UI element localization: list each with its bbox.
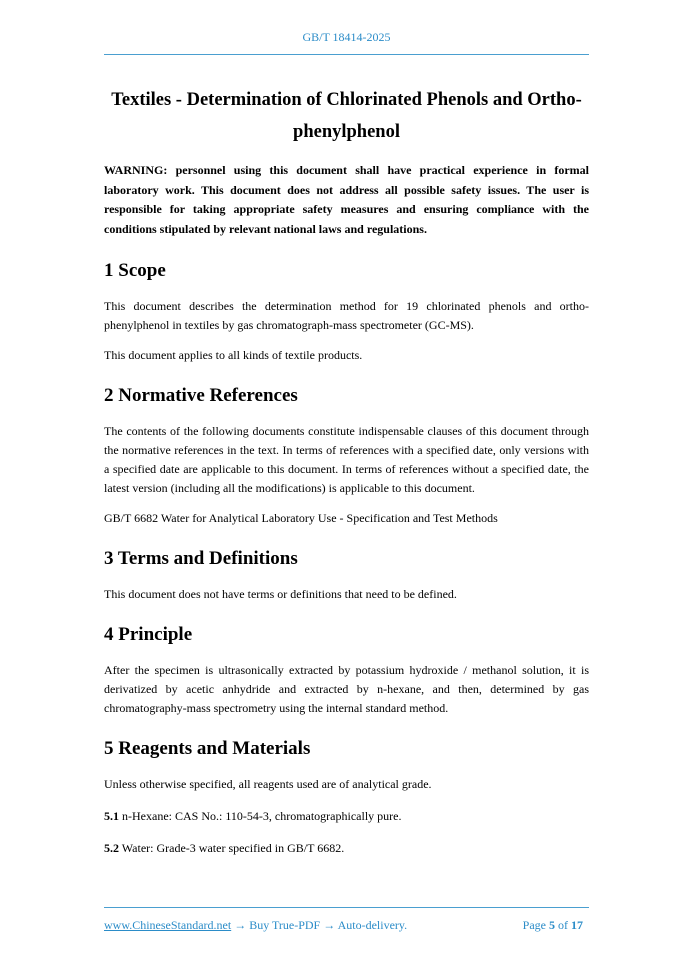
page-number: 5: [549, 918, 555, 932]
section-4-heading: 4 Principle: [104, 624, 193, 645]
section-3-paragraph-1: This document does not have terms or definitions that need to be defined.: [104, 587, 457, 601]
clause-5-2-number: 5.2: [104, 841, 119, 855]
arrow-right-icon: →: [323, 918, 336, 932]
footer-divider: [104, 907, 589, 908]
section-1-paragraph-2: This document applies to all kinds of textile products.: [104, 348, 363, 362]
document-title: Textiles - Determination of Chlorinated Phenols and Ortho-phenylphenol: [111, 90, 582, 142]
page-indicator: [523, 918, 583, 933]
footer: [104, 918, 589, 933]
footer-buy-text: Buy True-PDF: [249, 918, 321, 932]
clause-5-1-text: n-Hexane: CAS No.: 110-54-3, chromatographically pure.: [122, 809, 402, 823]
section-4-paragraph-1: After the specimen is ultrasonically extracted by potassium hydroxide / methanol solution, it is derivatized by acetic anhydride and extracted by n-hexane, and then, determined by gas chromatography-mass spectrometry using the internal standard method.: [104, 663, 589, 715]
clause-5-1-number: 5.1: [104, 809, 119, 823]
clause-5-2: [104, 839, 589, 858]
warning-text: WARNING: personnel using this document shall have practical experience in formal laboratory work. This document does not address all possible safety issues. The user is responsible for taking appropriate safety measures and ensuring compliance with the conditions stipulated by relevant national laws and regulations.: [104, 163, 589, 236]
section-1-heading: 1 Scope: [104, 260, 166, 281]
section-3-heading: 3 Terms and Definitions: [104, 548, 298, 569]
section-2-reference-item: GB/T 6682 Water for Analytical Laboratory Use - Specification and Test Methods: [104, 511, 498, 525]
section-5-heading: 5 Reagents and Materials: [104, 738, 311, 759]
document-body: [104, 84, 589, 858]
arrow-right-icon: →: [234, 918, 247, 932]
header-divider: [104, 54, 589, 55]
section-2-heading: 2 Normative References: [104, 385, 298, 406]
footer-delivery-text: Auto-delivery.: [337, 918, 408, 932]
footer-website-link[interactable]: www.ChineseStandard.net: [104, 918, 232, 932]
clause-5-1: [104, 807, 589, 826]
header-standard-number: GB/T 18414-2025: [302, 30, 391, 44]
page-label: Page: [522, 918, 546, 932]
page-total: 17: [571, 918, 583, 932]
of-label: of: [558, 918, 568, 932]
clause-5-2-text: Water: Grade-3 water specified in GB/T 6682.: [121, 841, 345, 855]
section-2-paragraph-1: The contents of the following documents constitute indispensable clauses of this document through the normative references in the text. In terms of references with a specified date, only versions with a specified date are applicable to this document. In terms of references without a specified date, the latest version (including all the modifications) is applicable to this document.: [104, 424, 589, 495]
section-1-paragraph-1: This document describes the determination method for 19 chlorinated phenols and ortho-phenylphenol in textiles by gas chromatograph-mass spectrometer (GC-MS).: [104, 299, 589, 332]
section-5-paragraph-1: Unless otherwise specified, all reagents used are of analytical grade.: [104, 777, 432, 791]
